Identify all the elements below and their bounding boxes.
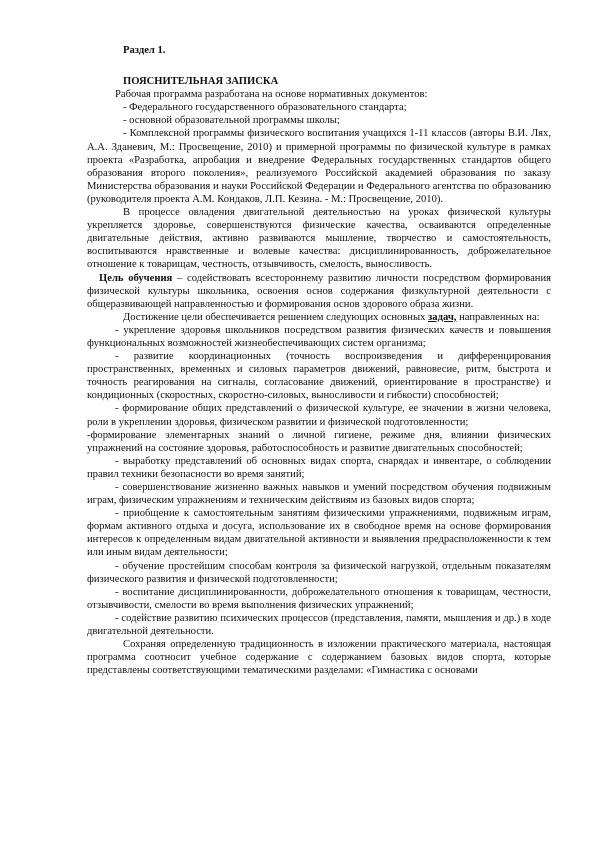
task-item-8: - обучение простейшим способам контроля за физической нагрузкой, отдельным показателям физического развития и физической подготовленности; [87,560,551,585]
document-heading: ПОЯСНИТЕЛЬНАЯ ЗАПИСКА [123,76,279,88]
doc-item-3: - Комплексной программы физического воспитания учащихся 1-11 классов (авторы В.И. Лях, А.А. Зданевич, М.: Просвещение, 2010) и примерной программы по физической культуре в рамках проекта «Разработка, апробация и внедрение Федеральных государственных стандартов общего образования второго поколения», реализуемого Российской академией образования по заказу Министерства образования и науки Российской Федерации и Федерального агентства по образованию (руководителя проекта А.М. Кондаков, Л.П. Кезина. - М.: Просвещение, 2010). [87,128,551,205]
task-item-2: - развитие координационных (точность воспроизведения и дифференцирования пространственных, временных и силовых параметров движений, равновесие, ритм, быстрота и точность реагирования на сигналы, согласование движений, ориентирование в пространстве) и кондиционных (скоростных, скоростно-силовых, выносливости и гибкости) способностей; [87,351,551,402]
task-item-5: - выработку представлений об основных видах спорта, снарядах и инвентаре, о соблюдении правил техники безопасности во время занятий; [87,455,551,480]
goal-label: Цель обучения [99,272,173,284]
task-item-7: - приобщение к самостоятельным занятиям физическими упражнениями, подвижным играм, формам активного отдыха и досуга, использование их в свободное время на основе формирования интересов к определенным видам двигательной активности и выявления предрасположенности к тем или иным видам деятельности; [87,508,551,559]
intro-line: Рабочая программа разработана на основе нормативных документов: [115,89,428,101]
doc-item-1: - Федерального государственного образовательного стандарта; [123,102,407,114]
task-item-9: - воспитание дисциплинированности, доброжелательного отношения к товарищам, честности, отзывчивости, смелости во время выполнения физических упражнений; [87,586,551,611]
task-item-10: - содействие развитию психических процессов (представления, памяти, мышления и др.) в ходе двигательной деятельности. [87,612,551,638]
paragraph-tasks-lead [87,311,551,324]
task-item-4: -формирование элементарных знаний о личной гигиене, режиме дня, влиянии физических упражнений на состояние здоровья, работоспособность и развитие двигательных способностей; [87,429,551,454]
document-page [87,44,551,677]
paragraph-goal [87,272,551,311]
paragraph-closing: Сохраняя определенную традиционность в изложении практического материала, настоящая программа соотносит учебное содержание с содержанием базовых видов спорта, которые представлены соответствующими тематическими разделами: «Гимнастика с основами [87,639,551,677]
goal-text: – содействовать всестороннему развитию личности посредством формирования физической культуры школьника, освоения основ содержания физкультурной деятельности с общеразвивающей направленностью и формирования основ здорового образа жизни. [87,272,551,310]
tasks-lead: Достижение цели обеспечивается решением следующих основных [123,311,429,323]
tasks-tail: направленных на: [456,311,540,323]
paragraph-mastery: В процессе овладения двигательной деятельностью на уроках физической культуры укрепляется здоровье, совершенствуются физические качества, осваиваются определенные двигательные действия, активно развиваются мышление, творчество и самостоятельность, воспитываются нравственные и волевые качества: дисциплинированность, доброжелательное отношение к товарищам, честность, отзывчивость, смелость, выносливость. [87,207,551,271]
task-item-1: - укрепление здоровья школьников посредством развития физических качеств и повышения функциональных возможностей жизнеобеспечивающих систем организма; [87,324,551,349]
tasks-word: задач, [428,311,457,323]
task-item-6: - совершенствование жизненно важных навыков и умений посредством обучения подвижным играм, физическим упражнениям и техническим действиям из базовых видов спорта; [87,482,551,507]
task-item-3: - формирование общих представлений о физической культуре, ее значении в жизни человека, роли в укреплении здоровья, физическом развитии и физической подготовленности; [87,403,551,428]
section-label: Раздел 1. [123,45,166,56]
doc-item-2: - основной образовательной программы школы; [123,115,340,127]
